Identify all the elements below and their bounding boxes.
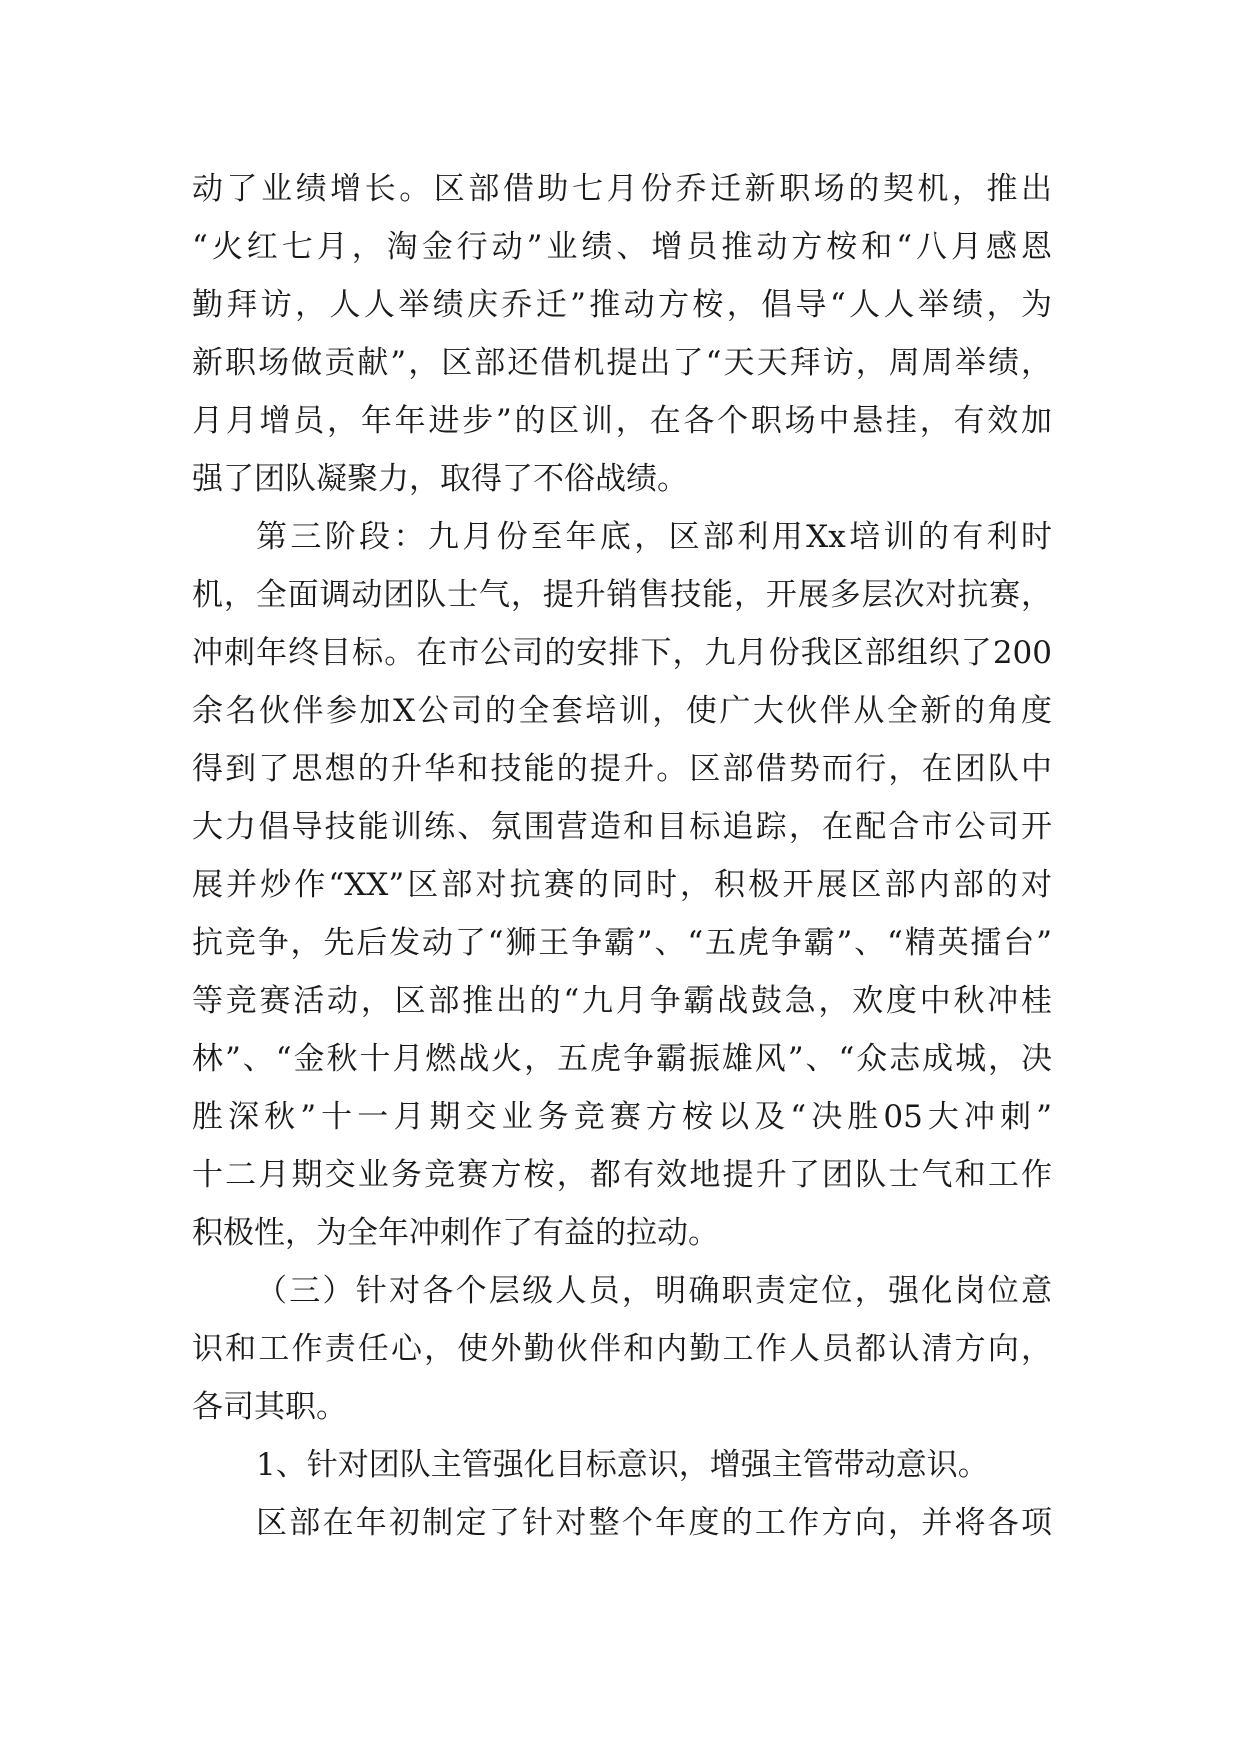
text-line: 动了业绩增长。区部借助七月份乔迁新职场的契机，推出 <box>192 171 1052 207</box>
text-line: 新职场做贡献”，区部还借机提出了“天天拜访，周周举绩， <box>192 345 1052 381</box>
text-line: 区部在年初制定了针对整个年度的工作方向，并将各项 <box>256 1505 1052 1541</box>
text-line: 展并炒作“XX”区部对抗赛的同时，积极开展区部内部的对 <box>192 867 1052 903</box>
text-line: 识和工作责任心，使外勤伙伴和内勤工作人员都认清方向， <box>192 1331 1052 1367</box>
text-line: 胜深秋”十一月期交业务竞赛方桉以及“决胜05大冲刺” <box>192 1099 1052 1135</box>
text-line: 冲刺年终目标。在市公司的安排下，九月份我区部组织了200 <box>192 635 1052 671</box>
text-line: （三）针对各个层级人员，明确职责定位，强化岗位意 <box>256 1273 1052 1309</box>
text-line: 强了团队凝聚力，取得了不俗战绩。 <box>192 461 688 497</box>
text-line: 抗竞争，先后发动了“狮王争霸”、“五虎争霸”、“精英擂台” <box>192 925 1052 961</box>
text-line: 月月增员，年年进步”的区训，在各个职场中悬挂，有效加 <box>192 403 1052 439</box>
text-line: 十二月期交业务竞赛方桉，都有效地提升了团队士气和工作 <box>192 1157 1052 1193</box>
text-line: “火红七月，淘金行动”业绩、增员推动方桉和“八月感恩 <box>192 229 1052 265</box>
text-line: 积极性，为全年冲刺作了有益的拉动。 <box>192 1215 719 1251</box>
text-line: 第三阶段：九月份至年底，区部利用Xx培训的有利时 <box>256 519 1052 555</box>
text-line: 勤拜访，人人举绩庆乔迁”推动方桉，倡导“人人举绩，为 <box>192 287 1052 323</box>
text-line: 林”、“金秋十月燃战火，五虎争霸振雄风”、“众志成城，决 <box>192 1041 1052 1077</box>
text-line: 等竞赛活动，区部推出的“九月争霸战鼓急，欢度中秋冲桂 <box>192 983 1052 1019</box>
document-body <box>192 160 1052 1552</box>
text-line: 机，全面调动团队士气，提升销售技能，开展多层次对抗赛， <box>192 577 1052 613</box>
text-line: 余名伙伴参加X公司的全套培训，使广大伙伴从全新的角度 <box>192 693 1052 729</box>
text-line: 各司其职。 <box>192 1389 347 1425</box>
text-line: 得到了思想的升华和技能的提升。区部借势而行，在团队中 <box>192 751 1052 787</box>
text-line: 1、针对团队主管强化目标意识，增强主管带动意识。 <box>256 1447 989 1483</box>
text-line: 大力倡导技能训练、氛围营造和目标追踪，在配合市公司开 <box>192 809 1052 845</box>
